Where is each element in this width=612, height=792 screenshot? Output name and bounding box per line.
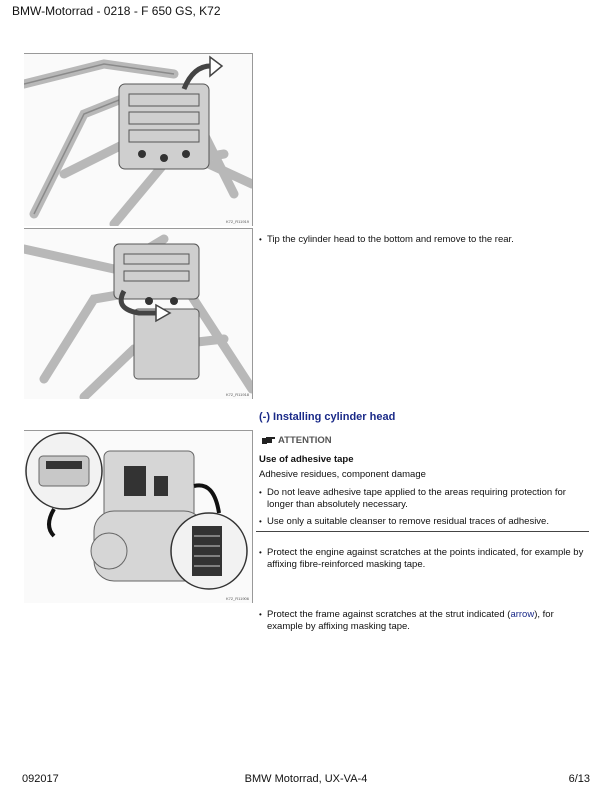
attention-heading: [262, 435, 332, 446]
figure-remove-cylinder-head: [24, 53, 253, 226]
step-text-part: Protect the frame against scratches at the strut indicated (: [267, 609, 511, 620]
engine-illustration: [24, 431, 252, 603]
arrow-reference: arrow: [510, 609, 535, 620]
frame-illustration: [24, 54, 252, 226]
attention-item: [259, 487, 589, 510]
attention-item-text: Do not leave adhesive tape applied to the areas requiring protection for longer than absolutely necessary.: [267, 487, 566, 510]
bullet-icon: •: [259, 517, 262, 526]
attention-divider: [256, 531, 589, 532]
pointing-hand-icon: [262, 436, 275, 444]
attention-label: ATTENTION: [278, 435, 332, 446]
step-protect-frame: [259, 609, 589, 632]
step-protect-engine: [259, 547, 589, 570]
footer-date: 092017: [22, 773, 59, 785]
figure-id: K72_R11918: [225, 392, 249, 397]
figure-protect-engine: [24, 430, 253, 603]
step-text: [259, 609, 589, 632]
figure-tip-cylinder-head: [24, 228, 253, 399]
figure-id: K72_R11906: [225, 596, 249, 601]
bullet-icon: •: [259, 548, 262, 557]
bullet-icon: •: [259, 488, 262, 497]
attention-text: Adhesive residues, component damage: [259, 469, 426, 480]
attention-item-text: Use only a suitable cleanser to remove residual traces of adhesive.: [267, 516, 549, 527]
step-text: Protect the engine against scratches at the points indicated, for example by affixing fibre-reinforced masking tape.: [267, 547, 584, 570]
step-text: Tip the cylinder head to the bottom and remove to the rear.: [267, 234, 514, 245]
step-text-part: ), for example by affixing masking tape.: [267, 609, 554, 632]
section-title: (-) Installing cylinder head: [259, 411, 396, 423]
step-tip-cylinder-head: [259, 234, 589, 246]
footer-page-number: 6/13: [568, 773, 590, 785]
figure-id: K72_R11919: [225, 219, 249, 224]
bullet-icon: •: [259, 610, 262, 619]
frame-illustration: [24, 229, 252, 399]
page-header: BMW-Motorrad - 0218 - F 650 GS, K72: [12, 4, 221, 18]
bullet-icon: •: [259, 235, 262, 244]
footer-source: BMW Motorrad, UX-VA-4: [244, 773, 368, 785]
attention-title: Use of adhesive tape: [259, 454, 354, 465]
attention-item: [259, 516, 589, 528]
